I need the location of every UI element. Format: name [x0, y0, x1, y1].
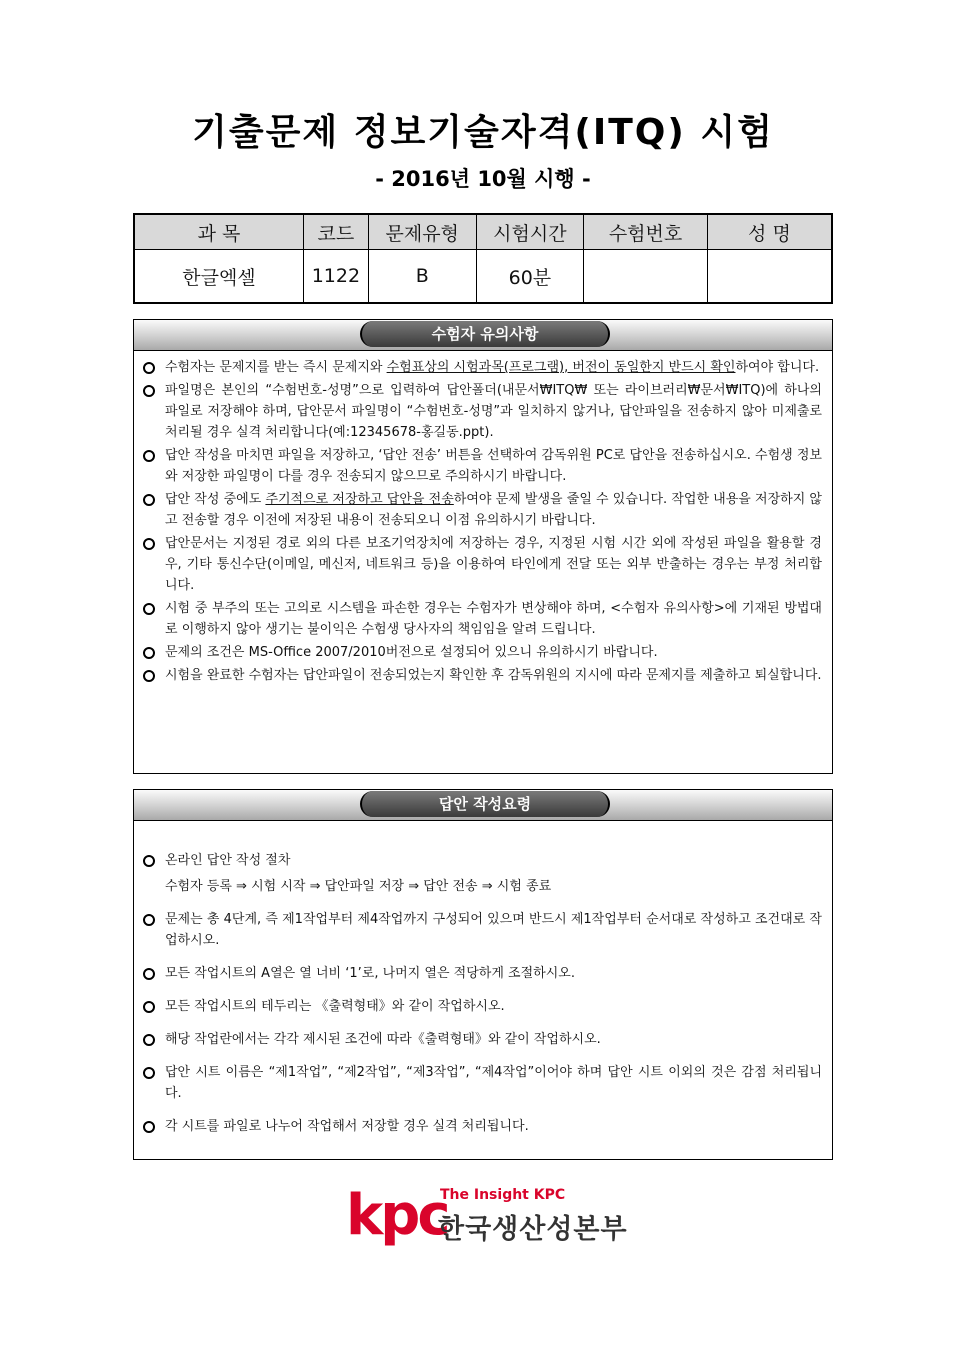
guide-header: [134, 790, 832, 821]
circle-bullet-icon: [143, 450, 155, 462]
guide-item-text: 해당 작업란에서는 각각 제시된 조건에 따라《출력형태》와 같이 작업하시오.: [165, 1032, 601, 1047]
circle-bullet-icon: [143, 914, 155, 926]
value-time: 60분: [476, 250, 584, 304]
notice-item-underlined-text: 주기적으로 저장하고 답안을 전송: [265, 492, 454, 507]
guide-item: [134, 850, 832, 897]
notice-item-text: 답안 작성 중에도: [165, 492, 266, 507]
kpc-logo-tagline: The Insight KPC: [440, 1187, 566, 1203]
circle-bullet-icon: [143, 494, 155, 506]
circle-bullet-icon: [143, 1067, 155, 1079]
guide-item-text: 모든 작업시트의 테두리는 《출력형태》와 같이 작업하시오.: [165, 999, 505, 1014]
guide-item: [134, 963, 832, 984]
guide-item: [134, 909, 832, 951]
notice-list: [134, 351, 832, 686]
notice-item: [134, 665, 832, 686]
header-time: 시험시간: [476, 214, 584, 250]
exam-info-header-row: [134, 214, 832, 250]
notice-item: [134, 533, 832, 596]
guide-title: 답안 작성요령: [360, 791, 610, 817]
header-code: 코드: [303, 214, 368, 250]
page-title: 기출문제 정보기술자격(ITQ) 시험: [192, 112, 774, 153]
header-type: 문제유형: [368, 214, 476, 250]
notice-item: [134, 445, 832, 487]
header-exam-number: 수험번호: [584, 214, 708, 250]
kpc-logo-mark: kpc: [346, 1183, 448, 1248]
guide-item-text: 문제는 총 4단계, 즉 제1작업부터 제4작업까지 구성되어 있으며 반드시 제1작업부터 순서대로 작성하고 조건대로 작업하시오.: [165, 912, 822, 948]
notice-item-text: 문제의 조건은 MS-Office 2007/2010버전으로 설정되어 있으니 유의하시기 바랍니다.: [165, 645, 658, 660]
circle-bullet-icon: [143, 670, 155, 682]
circle-bullet-icon: [143, 385, 155, 397]
circle-bullet-icon: [143, 538, 155, 550]
notice-header: [134, 320, 832, 351]
notice-title: 수험자 유의사항: [360, 321, 610, 347]
value-exam-number: [584, 250, 708, 304]
notice-item-underlined-text: 수험표상의 시험과목(프로그램), 버전이 동일한지 반드시 확인: [386, 360, 736, 375]
notice-item: [134, 598, 832, 640]
notice-item-text: 수험자는 문제지를 받는 즉시 문제지와: [165, 360, 387, 375]
circle-bullet-icon: [143, 1001, 155, 1013]
header-subject: 과 목: [134, 214, 303, 250]
guide-item-subtext: 수험자 등록 ⇒ 시험 시작 ⇒ 답안파일 저장 ⇒ 답안 전송 ⇒ 시험 종료: [165, 879, 552, 894]
value-subject: 한글엑셀: [134, 250, 303, 304]
notice-item-text-tail: 하여야 문제 발생을 줄일 수 있습니다. 작업한 내용을 저장하지 않고 전송할 경우 이전에 저장된 내용이 전송되오니 이점 유의하시기 바랍니다.: [165, 492, 822, 528]
value-code: 1122: [303, 250, 368, 304]
guide-item-text: 답안 시트 이름은 “제1작업”, “제2작업”, “제3작업”, “제4작업”이어야 하며 답안 시트 이외의 것은 감점 처리됩니다.: [165, 1065, 822, 1101]
circle-bullet-icon: [143, 1034, 155, 1046]
notice-item: [134, 357, 832, 378]
notice-item-text: 답안문서는 지정된 경로 외의 다른 보조기억장치에 저장하는 경우, 지정된 시험 시간 외에 작성된 파일을 활용할 경우, 기타 통신수단(이메일, 메신저, 네트워크 등)을 이용하여 타인에게 전달 또는 외부 반출하는 경우는 부정 처리합니다.: [165, 536, 822, 593]
guide-item-text: 모든 작업시트의 A열은 열 너비 ‘1’로, 나머지 열은 적당하게 조절하시오.: [165, 966, 575, 981]
notice-item-text: 파일명은 본인의 “수험번호-성명”으로 입력하여 답안폴더(내문서₩ITQ₩ 또는 라이브러리₩문서₩ITQ)에 하나의 파일로 저장해야 하며, 답안문서 파일명이 “수험번호-성명”과 일치하지 않거나, 답안파일을 전송하지 않아 미제출로 처리될 경우 실격 처리합니다(예:12345678-홍길동.ppt).: [165, 383, 822, 440]
notice-item: [134, 642, 832, 663]
notice-item-text: 시험을 완료한 수험자는 답안파일이 전송되었는지 확인한 후 감독위원의 지시에 따라 문제지를 제출하고 퇴실합니다.: [165, 668, 822, 683]
notice-item-text: 답안 작성을 마치면 파일을 저장하고, ‘답안 전송’ 버튼을 선택하여 감독위원 PC로 답안을 전송하십시오. 수험생 정보와 저장한 파일명이 다를 경우 전송되지 않으므로 주의하시기 바랍니다.: [165, 448, 822, 484]
exam-info-table: [133, 213, 833, 304]
value-type: B: [368, 250, 476, 304]
page-subtitle: - 2016년 10월 시행 -: [375, 167, 591, 191]
circle-bullet-icon: [143, 362, 155, 374]
guide-item-text: 각 시트를 파일로 나누어 작업해서 저장할 경우 실격 처리됩니다.: [165, 1119, 529, 1134]
circle-bullet-icon: [143, 647, 155, 659]
value-name: [707, 250, 832, 304]
guide-item: [134, 1062, 832, 1104]
guide-list: [134, 821, 832, 1137]
exam-info-value-row: [134, 250, 832, 304]
guide-item: [134, 1029, 832, 1050]
guide-item: [134, 1116, 832, 1137]
notice-item-text-tail: 하여야 합니다.: [735, 360, 820, 375]
notice-item: [134, 380, 832, 443]
header-name: 성 명: [707, 214, 832, 250]
notice-item: [134, 489, 832, 531]
guide-item: [134, 996, 832, 1017]
notice-item-text: 시험 중 부주의 또는 고의로 시스템을 파손한 경우는 수험자가 변상해야 하며, <수험자 유의사항>에 기재된 방법대로 이행하지 않아 생기는 불이익은 수험생 당사자의 책임임을 알려 드립니다.: [165, 601, 822, 637]
circle-bullet-icon: [143, 855, 155, 867]
kpc-logo-name: 한국생산성본부: [438, 1214, 628, 1245]
circle-bullet-icon: [143, 603, 155, 615]
circle-bullet-icon: [143, 968, 155, 980]
guide-box: [133, 789, 833, 1160]
guide-item-text: 온라인 답안 작성 절차: [165, 853, 291, 868]
circle-bullet-icon: [143, 1121, 155, 1133]
notice-box: [133, 319, 833, 774]
kpc-logo: [346, 1185, 636, 1255]
